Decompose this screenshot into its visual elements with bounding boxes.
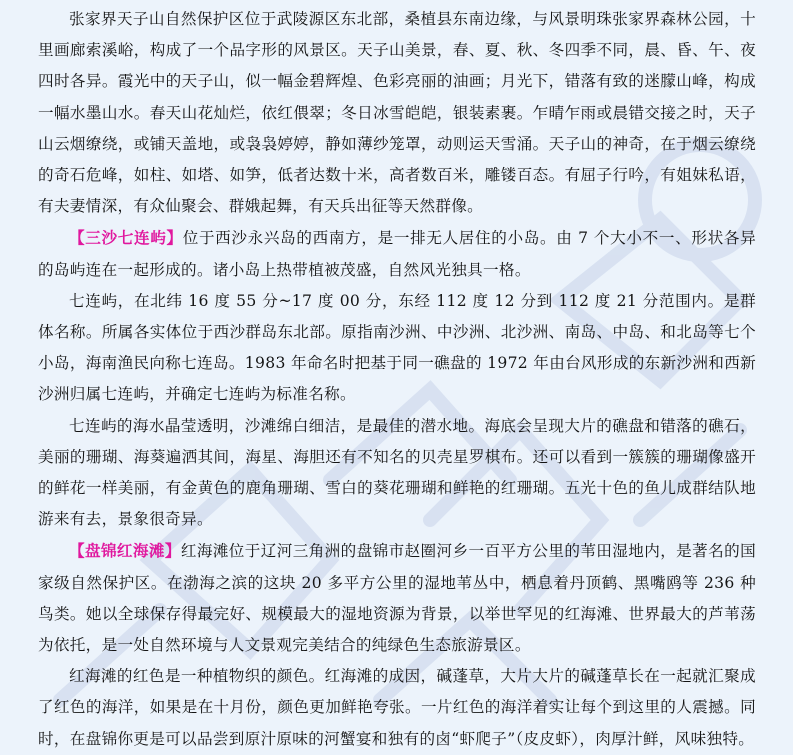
- paragraph-panjin-intro: [38, 535, 756, 661]
- section-tag-qilianyu: 【三沙七连屿】: [69, 228, 183, 248]
- paragraph-text: 七连屿的海水晶莹透明，沙滩绵白细洁，是最佳的潜水地。海底会呈现大片的礁盘和错落的礁石，美丽的珊瑚、海葵遍洒其间，海星、海胆还有不知名的贝壳星罗棋布。还可以看到一簇簇的珊瑚像盛开的鲜花一样美丽，有金黄色的鹿角珊瑚、雪白的葵花珊瑚和鲜艳的红珊瑚。五光十色的鱼儿成群结队地游来有去，景象很奇异。: [38, 416, 756, 529]
- paragraph-tianzishan: [38, 4, 756, 222]
- paragraph-qilianyu-sea: [38, 411, 756, 536]
- article-body: [38, 4, 756, 755]
- paragraph-text: 位于西沙永兴岛的西南方，是一排无人居住的小岛。由 7 个大小不一、形状各异的岛屿连在一起形成的。诸小岛上热带植被茂盛，自然风光独具一格。: [38, 229, 756, 279]
- paragraph-text: 张家界天子山自然保护区位于武陵源区东北部，桑植县东南边缘，与风景明珠张家界森林公园，十里画廊索溪峪，构成了一个品字形的风景区。天子山美景，春、夏、秋、冬四季不同，晨、昏、午、夜四时各异。霞光中的天子山，似一幅金碧辉煌、色彩亮丽的油画；月光下，错落有致的迷朦山峰，构成一幅水墨山水。春天山花灿烂，依红偎翠；冬日冰雪皑皑，银装素裹。乍晴乍雨或晨错交接之时，天子山云烟缭绕，或铺天盖地，或袅袅婷婷，静如薄纱笼罩，动则运天雪涌。天子山的神奇，在于烟云缭绕的奇石危峰，如柱、如塔、如笋，低者达数十米，高者数百米，雕镂百态。有屈子行吟，有姐妹私语，有夫妻情深，有众仙聚会、群娥起舞，有天兵出征等天然群像。: [38, 10, 756, 216]
- paragraph-qilianyu-intro: [38, 222, 756, 285]
- paragraph-text: 红海滩位于辽河三角洲的盘锦市赵圈河乡一百平方公里的苇田湿地内，是著名的国家级自然保护区。在渤海之滨的这块 20 多平方公里的湿地苇丛中，栖息着丹顶鹤、黑嘴鸥等 236 种鸟类。她以全球保存得最完好、规模最大的湿地资源为背景，以举世罕见的红海滩、世界最大的芦苇荡为依托，是一处自然环境与人文景观完美结合的纯绿色生态旅游景区。: [38, 542, 756, 655]
- section-tag-panjin: 【盘锦红海滩】: [69, 541, 181, 561]
- paragraph-text: 红海滩的红色是一种植物织的颜色。红海滩的成因，碱蓬草，大片大片的碱蓬草长在一起就汇聚成了红色的海洋，如果是在十月份，颜色更加鲜艳夸张。一片红色的海洋着实让每个到这里的人震撼。同时，在盘锦你更是可以品尝到原汁原味的河蟹宴和独有的卤“虾爬子”（皮皮虾），肉厚汁鲜，风味独特。: [38, 667, 756, 748]
- paragraph-qilianyu-location: [38, 286, 756, 411]
- paragraph-text: 七连屿，在北纬 16 度 55 分~17 度 00 分，东经 112 度 12 分到 112 度 21 分范围内。是群体名称。所属各实体位于西沙群岛东北部。原指南沙洲、中沙洲、北沙洲、南岛、中岛、和北岛等七个小岛，海南渔民向称七连岛。1983 年命名时把基于同一礁盘的 1972 年由台风形成的东新沙洲和西新沙洲归属七连屿，并确定七连屿为标准名称。: [38, 291, 756, 404]
- paragraph-panjin-red: [38, 661, 756, 755]
